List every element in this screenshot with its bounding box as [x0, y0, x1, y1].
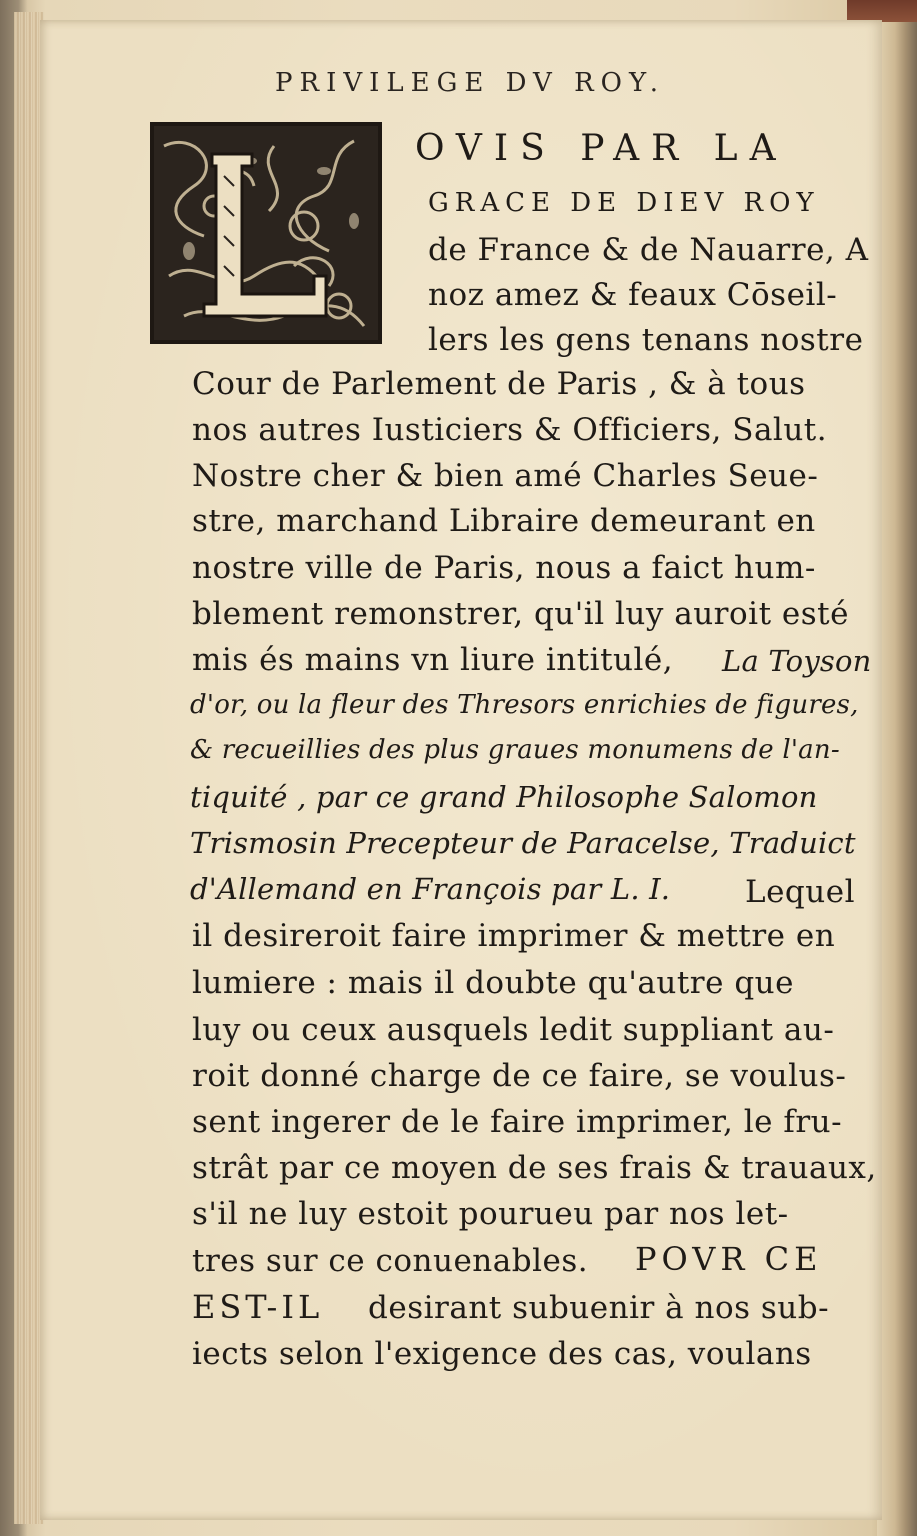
binding-corner [847, 0, 917, 22]
text-line-4: noz amez & feaux Cōseil- [428, 277, 838, 313]
text-line-24: s'il ne luy estoit pourueu par nos let- [192, 1196, 789, 1232]
text-line-6: Cour de Parlement de Paris , & à tous [192, 366, 806, 402]
text-line-2: GRACE DE DIEV ROY [428, 188, 820, 218]
text-line-12: mis és mains vn liure intitulé, [192, 642, 674, 678]
text-line-21: roit donné charge de ce faire, se voulus- [192, 1058, 847, 1094]
text-line-5: lers les gens tenans nostre [428, 322, 864, 358]
text-line-13: d'or, ou la fleur des Thresors enrichies de figures, [190, 690, 859, 720]
text-line-17: d'Allemand en François par L. I. [190, 872, 671, 906]
text-line-16: Trismosin Precepteur de Paracelse, Traduict [190, 826, 856, 860]
text-line-15: tiquité , par ce grand Philosophe Salomon [190, 780, 818, 814]
text-line-17-roman: Lequel [745, 874, 856, 910]
text-line-23: strât par ce moyen de ses frais & trauaux, [192, 1150, 877, 1186]
text-line-7: nos autres Iusticiers & Officiers, Salut. [192, 412, 828, 448]
text-line-12-italic: La Toyson [722, 644, 872, 678]
decorated-initial-L [150, 122, 382, 344]
text-line-10: nostre ville de Paris, nous a faict hum- [192, 550, 816, 586]
text-line-1: OVIS PAR LA [415, 128, 788, 169]
page-edge-right [877, 0, 917, 1536]
floral-initial-icon [154, 126, 378, 340]
text-line-9: stre, marchand Libraire demeurant en [192, 503, 816, 539]
text-line-25-caps: POVR CE [635, 1240, 823, 1278]
text-line-26-caps: EST-IL [192, 1288, 324, 1326]
text-line-11: blement remonstrer, qu'il luy auroit esté [192, 596, 849, 632]
text-line-20: luy ou ceux ausquels ledit suppliant au- [192, 1012, 835, 1048]
text-line-26: desirant subuenir à nos sub- [368, 1290, 830, 1326]
text-line-25: tres sur ce conuenables. [192, 1243, 589, 1279]
text-line-18: il desireroit faire imprimer & mettre en [192, 918, 836, 954]
running-head: PRIVILEGE DV ROY. [275, 68, 666, 98]
text-line-19: lumiere : mais il doubte qu'autre que [192, 965, 794, 1001]
text-line-14: & recueillies des plus graues monumens de l'an- [190, 735, 840, 765]
text-line-8: Nostre cher & bien amé Charles Seue- [192, 458, 819, 494]
text-line-27: iects selon l'exigence des cas, voulans [192, 1336, 812, 1372]
text-line-3: de France & de Nauarre, A [428, 232, 869, 268]
text-line-22: sent ingerer de le faire imprimer, le fru- [192, 1104, 843, 1140]
